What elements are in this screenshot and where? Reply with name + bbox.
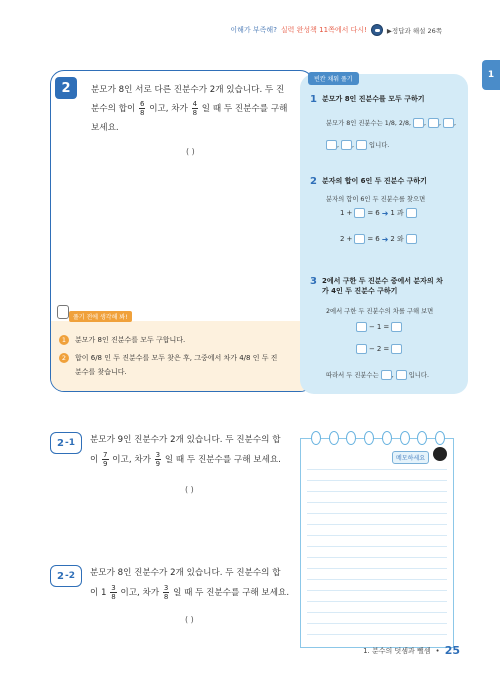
step-3-result: 따라서 두 진분수는 , 입니다. xyxy=(326,372,429,379)
problem-2-1-badge: 2 -1 xyxy=(50,432,82,454)
girl-icon xyxy=(433,447,447,461)
step-3-equation-2: − 2 = xyxy=(356,344,402,354)
step-2-title: 2 분자의 합이 6인 두 진분수 구하기 xyxy=(310,176,427,187)
problem-card xyxy=(50,70,314,392)
step-1-title: 1 분모가 8인 진분수를 모두 구하기 xyxy=(310,94,425,105)
notepad-lines xyxy=(307,459,447,641)
page-number: 25 xyxy=(444,644,460,657)
problem-line-1: 분모가 8인 서로 다른 진분수가 2개 있습니다. 두 진 xyxy=(91,85,285,95)
step-2-equation-1: 1 + = 6 ➜ 1 과 xyxy=(340,208,417,218)
solution-card xyxy=(300,74,468,394)
diff-fraction: $\frac{4}{8}$ xyxy=(192,100,198,117)
header-highlight: 실력 완성책 11쪽에서 다시! xyxy=(280,26,367,34)
blank-box[interactable] xyxy=(356,140,367,150)
hint-item-1: 1 분모가 8인 진분수를 모두 구합니다. xyxy=(59,333,185,347)
step-1-text: 분모가 8인 진분수는 1/8, 2/8, , , , xyxy=(326,120,457,127)
problem-2-2-text: 분모가 8인 진분수가 2개 있습니다. 두 진분수의 합 이 1 $\frac{3}{8}$ 이고, 차가 $\frac{3}{8}$ 일 때 두 진분수를 구해 보세요. xyxy=(90,568,290,601)
blank-box[interactable] xyxy=(428,118,439,128)
solution-tag: 빈칸 채워 풀기 xyxy=(308,72,359,85)
notepad[interactable] xyxy=(300,438,454,648)
problem-line-2: 분수의 합이 $\frac{6}{8}$ 이고, 차가 $\frac{4}{8}$ 일 때 두 진분수를 구해 xyxy=(91,100,288,117)
problem-2-2-badge: 2 -2 xyxy=(50,565,82,587)
notepad-label: 메모하세요 xyxy=(392,451,429,464)
hint-item-2: 2 합이 6/8 인 두 진분수를 모두 찾은 후, 그중에서 차가 4/8 인 두 진 분수를 찾습니다. xyxy=(59,351,277,379)
header-question: 이해가 부족해? xyxy=(230,26,277,34)
blank-box[interactable] xyxy=(443,118,454,128)
diff-fraction: $\frac{3}{8}$ xyxy=(163,584,169,601)
blank-box[interactable] xyxy=(326,140,337,150)
problem-line-3: 보세요. xyxy=(91,123,119,133)
problem-2-1-text: 분모가 9인 진분수가 2개 있습니다. 두 진분수의 합 이 $\frac{7}{9}$ 이고, 차가 $\frac{3}{9}$ 일 때 두 진분수를 구해 보세요. xyxy=(90,435,281,468)
step-3-text: 2에서 구한 두 진분수의 차를 구해 보면 xyxy=(326,308,434,315)
hint-box xyxy=(51,314,313,391)
step-1-text-2: , , 입니다. xyxy=(326,140,389,150)
diff-fraction: $\frac{3}{9}$ xyxy=(155,451,161,468)
notepad-rings xyxy=(311,431,445,445)
page-footer: 1. 분수의 덧셈과 뺄셈 • 25 xyxy=(363,644,460,657)
blank-box[interactable] xyxy=(413,118,424,128)
problem-text xyxy=(91,81,309,138)
problem-2-1-answer[interactable]: ( ) xyxy=(185,485,194,494)
blank-box[interactable] xyxy=(341,140,352,150)
sum-fraction: $\frac{6}{8}$ xyxy=(139,100,145,117)
sum-fraction: $\frac{7}{9}$ xyxy=(103,451,108,468)
step-3-equation-1: − 1 = xyxy=(356,322,402,332)
chapter-tab: 1 xyxy=(482,60,500,90)
thinking-icon xyxy=(57,305,69,319)
step-3-title: 3 2에서 구한 두 진분수 중에서 분자의 차 가 4인 두 진분수 구하기 xyxy=(310,276,443,295)
chapter-name: 1. 분수의 덧셈과 뺄셈 xyxy=(363,646,431,655)
step-2-equation-2: 2 + = 6 ➜ 2 와 xyxy=(340,234,417,244)
sum-fraction: $\frac{3}{8}$ xyxy=(111,584,116,601)
header-bar xyxy=(230,24,442,36)
problem-number: 2 xyxy=(55,77,77,99)
answer-reference: ▶정답과 해설 26쪽 xyxy=(386,26,442,35)
step-2-text: 분자의 합이 6인 두 진분수를 찾으면 xyxy=(326,196,426,203)
hint-title: 풀기 전에 생각해 봐! xyxy=(69,311,132,322)
problem-2-2-answer[interactable]: ( ) xyxy=(185,615,194,624)
mascot-icon xyxy=(371,24,383,36)
answer-blank[interactable]: ( ) xyxy=(186,147,195,156)
